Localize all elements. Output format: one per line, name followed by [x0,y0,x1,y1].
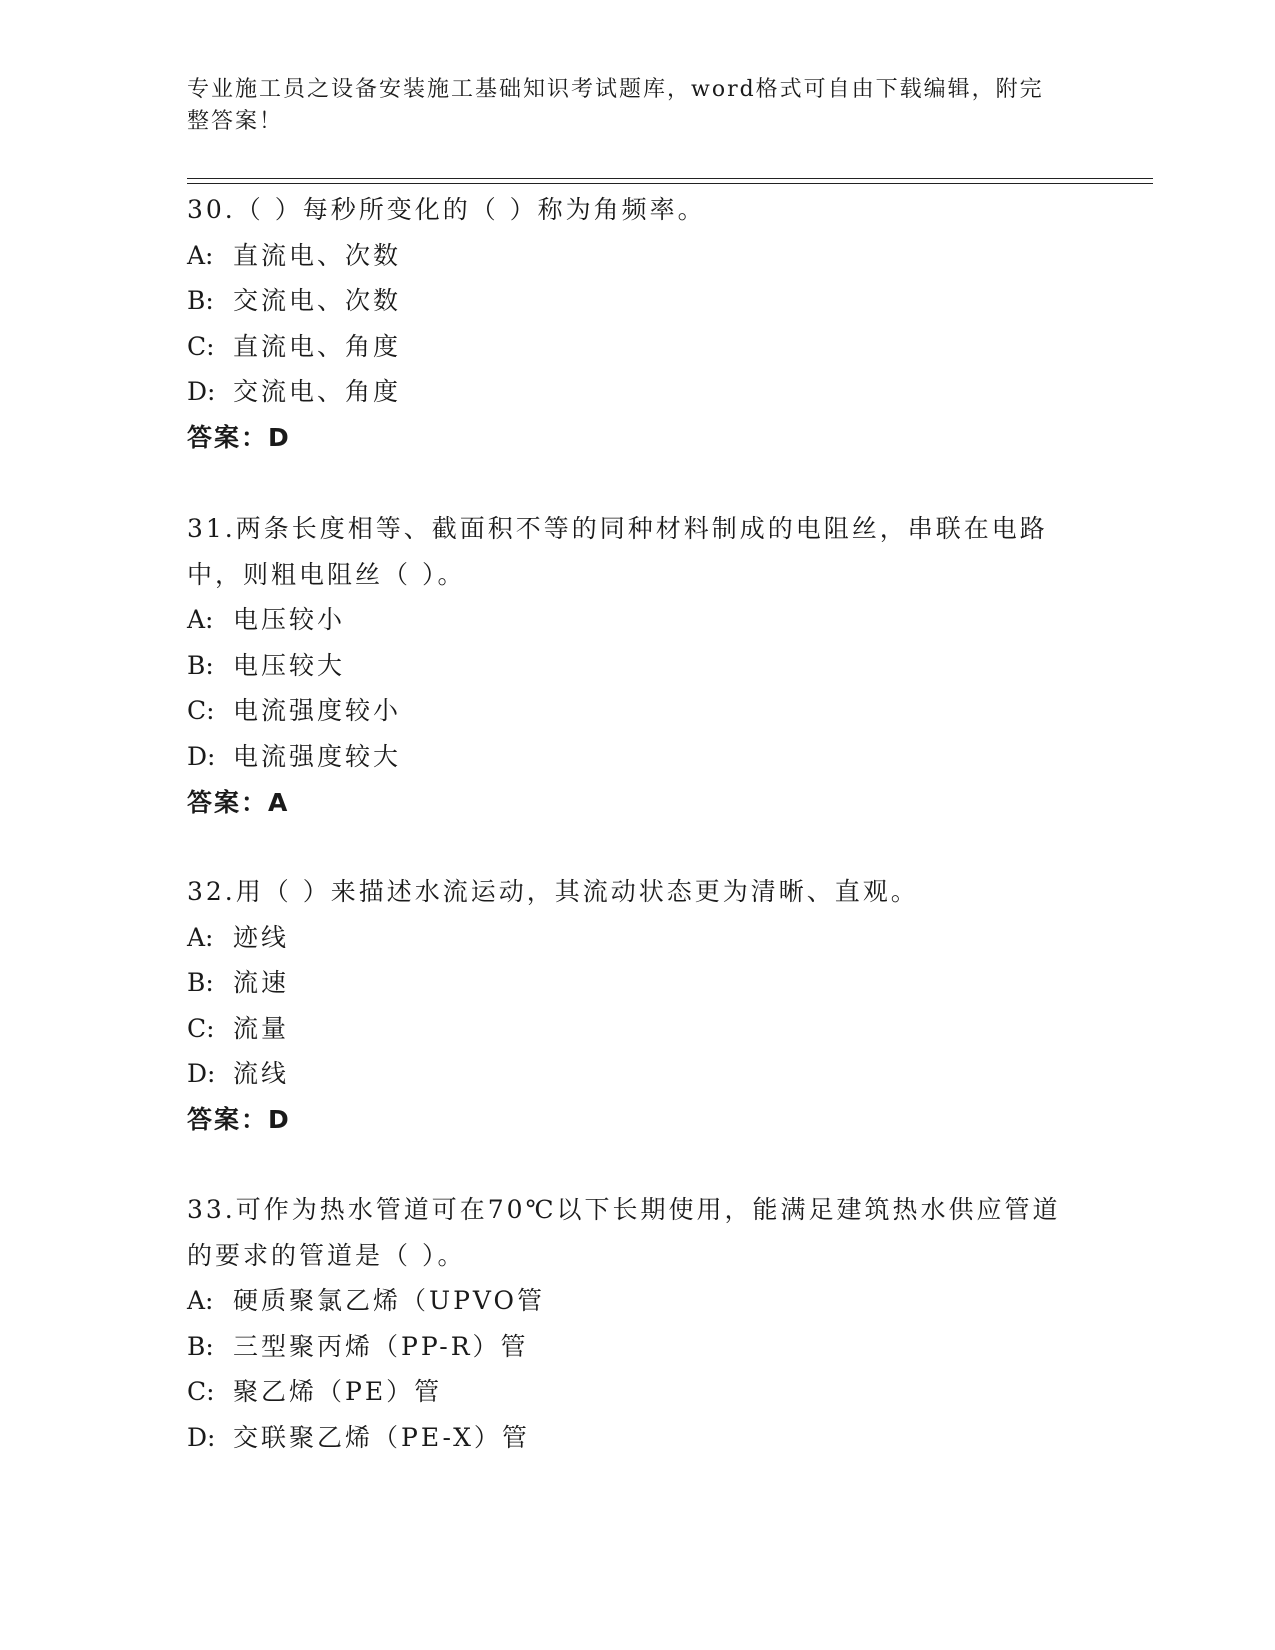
question-31 [187,506,1087,825]
option-c [187,688,1087,734]
option-key: D: [187,741,216,771]
option-d [187,1415,1087,1461]
option-d [187,369,1087,415]
option-text: 三型聚丙烯（PP-R）管 [233,1331,529,1361]
option-key: B: [187,650,214,680]
option-b [187,278,1087,324]
option-b [187,1324,1087,1370]
question-stem: 33.可作为热水管道可在70℃以下长期使用，能满足建筑热水供应管道 [187,1195,1061,1224]
option-c [187,1369,1087,1415]
option-key: D: [187,1422,216,1452]
header-divider-bottom [187,183,1153,184]
question-33 [187,1187,1087,1461]
option-text: 流量 [233,1013,290,1043]
option-b [187,960,1087,1006]
option-b [187,643,1087,689]
question-stem: 31.两条长度相等、截面积不等的同种材料制成的电阻丝，串联在电路 [187,514,1048,543]
option-a [187,233,1087,279]
option-text: 电流强度较小 [233,696,402,726]
option-a [187,915,1087,961]
option-key: B: [187,1331,214,1361]
option-a [187,597,1087,643]
option-key: B: [187,968,214,998]
option-key: C: [187,1013,215,1043]
header-divider-top [187,178,1153,179]
question-stem: 32.用（ ）来描述水流运动，其流动状态更为清晰、直观。 [187,877,919,906]
option-key: A: [187,240,214,270]
option-key: A: [187,922,214,952]
option-text: 迹线 [233,922,290,952]
option-text: 电压较大 [233,650,346,680]
option-text: 流速 [233,968,290,998]
option-text: 交联聚乙烯（PE-X）管 [233,1422,530,1452]
option-d [187,734,1087,780]
question-30 [187,187,1087,461]
option-key: B: [187,286,214,316]
answer-line: 答案：D [187,1104,291,1134]
option-key: C: [187,331,215,361]
question-stem-continued: 的要求的管道是（ ）。 [187,1240,466,1270]
option-text: 电流强度较大 [233,741,402,771]
option-text: 电压较小 [233,605,346,635]
option-c [187,324,1087,370]
option-key: D: [187,1059,216,1089]
document-header [187,74,1067,138]
question-stem: 30.（ ）每秒所变化的（ ）称为角频率。 [187,195,706,224]
option-text: 交流电、角度 [233,377,402,407]
option-a [187,1278,1087,1324]
option-key: C: [187,1377,215,1407]
option-key: A: [187,605,214,635]
option-text: 聚乙烯（PE）管 [233,1377,443,1407]
header-line-1: 专业施工员之设备安装施工基础知识考试题库，word格式可自由下载编辑，附完 [187,77,1044,102]
option-text: 流线 [233,1059,290,1089]
answer-line: 答案：A [187,787,290,817]
question-stem-continued: 中，则粗电阻丝（ ）。 [187,559,466,589]
option-key: A: [187,1286,214,1316]
option-text: 硬质聚氯乙烯（UPVO管 [233,1286,546,1316]
option-key: C: [187,696,215,726]
option-text: 直流电、角度 [233,331,402,361]
option-c [187,1006,1087,1052]
option-key: D: [187,377,216,407]
option-text: 直流电、次数 [233,240,402,270]
option-d [187,1051,1087,1097]
answer-line: 答案：D [187,422,291,452]
question-32 [187,869,1087,1143]
header-line-2: 整答案！ [187,109,284,134]
option-text: 交流电、次数 [233,286,402,316]
